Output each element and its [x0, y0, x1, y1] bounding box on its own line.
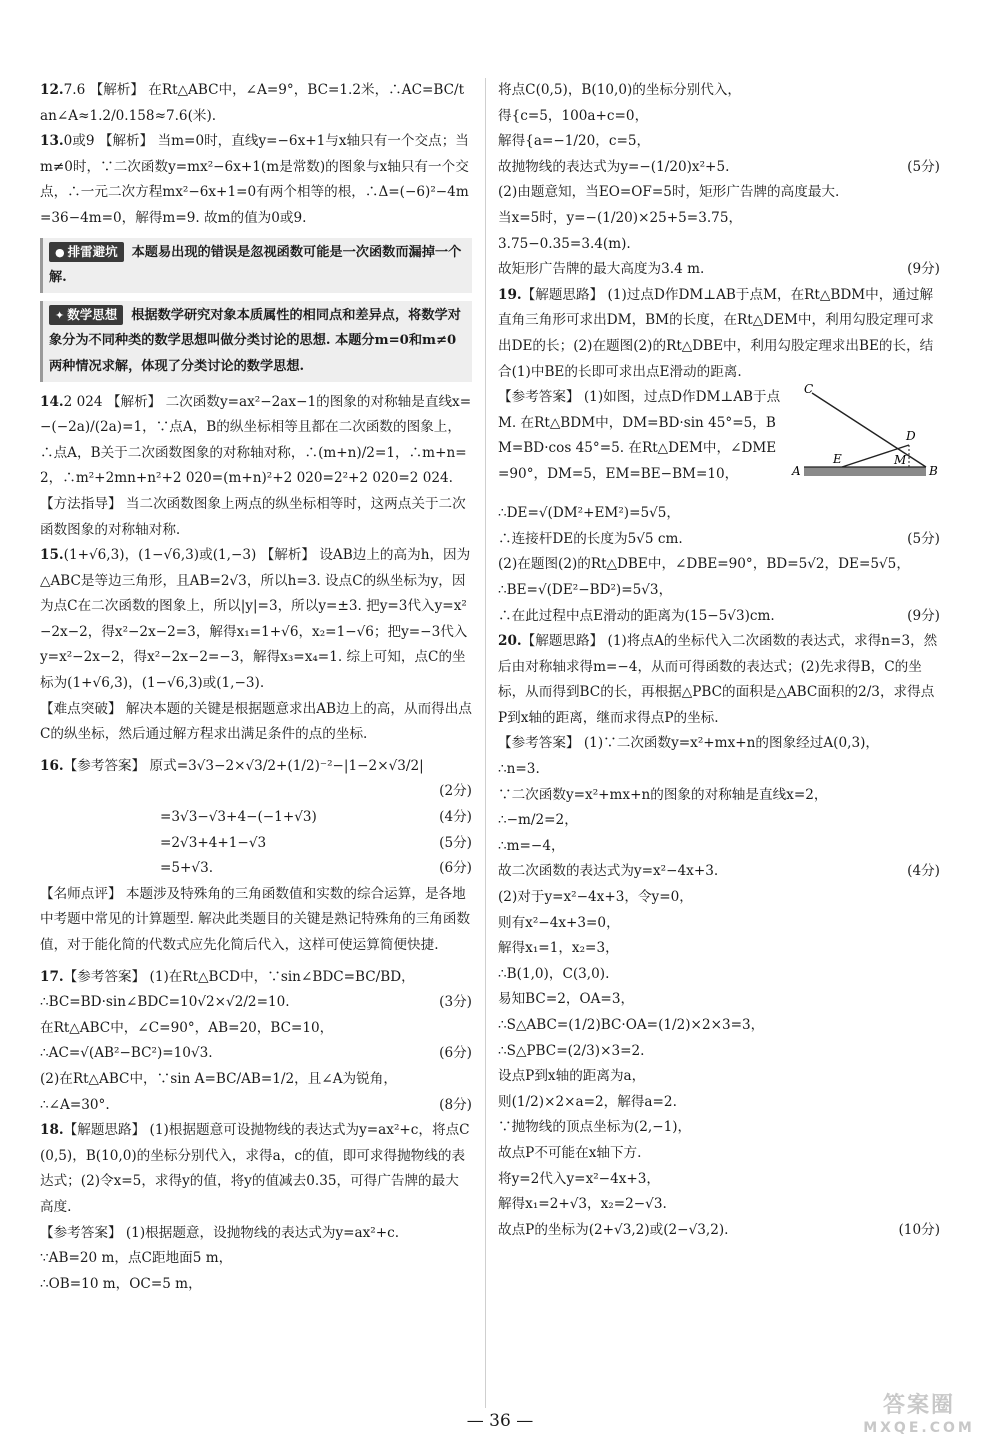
step-20j: ∴B(1,0)，C(3,0).	[498, 965, 610, 982]
step-17e: ∴∠A=30°. (8分)	[40, 1096, 472, 1113]
step-17a: ∴BC=BD·sin∠BDC=10√2×√2/2=10. (3分)	[40, 994, 472, 1011]
answer-20: 20.【解题思路】 (1)将点A的坐标代入二次函数的表达式，求得n=3，然后由对称轴求得m=−4，从而可得函数的表达式；(2)先求得B，C的坐标，从而得到BC的长，再根据△PBC的面积是△ABC面积的2/3，求得点P到x轴的距离，继而求得点P的坐标.	[498, 633, 938, 726]
label-c: C	[804, 383, 814, 397]
step-20t: 故点P的坐标为(2+√3,2)或(2−√3,2). (10分)	[498, 1221, 940, 1238]
page-number: — 36 —	[466, 1411, 534, 1431]
step-18k: 故矩形广告牌的最大高度为3.4 m. (9分)	[498, 261, 940, 278]
step-18g: 故抛物线的表达式为y=−(1/20)x²+5. (5分)	[498, 158, 940, 175]
step-20c: ∵二次函数y=x²+mx+n的图象的对称轴是直线x=2，	[498, 786, 828, 803]
step-20k: 易知BC=2，OA=3，	[498, 991, 635, 1008]
answer-19: 19.【解题思路】 (1)过点D作DM⊥AB于点M，在Rt△BDM中，通过解直角三角形可求出DM，BM的长度，在Rt△DEM中，利用勾股定理可求出DE的长；(2)在题图(2)的Rt△DBE中，利用勾股定理求出BE的长，结合(1)中BE的长即可求出点E滑动的距离.	[498, 286, 934, 380]
step-18h: (2)由题意知，当EO=OF=5时，矩形广告牌的高度最大.	[498, 184, 840, 201]
watermark-logo: 答案圈	[882, 1393, 955, 1418]
step-20a: 【参考答案】 (1)∵二次函数y=x²+mx+n的图象经过A(0,3)，	[498, 735, 879, 752]
step-19f: ∴在此过程中点E滑动的距离为(15−5√3)cm. (9分)	[498, 607, 940, 624]
step-20d: ∴−m/2=2，	[498, 812, 578, 829]
left-column	[40, 78, 472, 1297]
step-20n: 设点P到x轴的距离为a，	[498, 1068, 646, 1085]
step-20f: 故二次函数的表达式为y=x²−4x+3. (4分)	[498, 863, 940, 880]
step-18f: 解得{a=−1/20，c=5，	[498, 133, 651, 150]
column-divider	[485, 78, 486, 1408]
step-18c: ∴OB=10 m，OC=5 m，	[40, 1275, 202, 1292]
step-20l: ∴S△ABC=(1/2)BC·OA=(1/2)×2×3=3，	[498, 1017, 765, 1033]
step-18i: 当x=5时，y=−(1/20)×25+5=3.75，	[498, 209, 743, 226]
answer-15: 15.(1+√6,3)，(1−√6,3)或(1,−3) 【解析】 设AB边上的高为h，因为△ABC是等边三角形，且AB=2√3，所以h=3. 设点C的纵坐标为y，因为点C在二次函数的图象上，所以|y|=3，所以y=±3. 把y=3代入y=x²−2x−2，得x²−2x−2=3，解得x₁=1+√6，x₂=1−√6；把y=−3代入y=x²−2x−2，得x²−2x−2=−3，解得x₃=x₄=1. 综上可知，点C的坐标为(1+√6,3)，(1−√6,3)或(1,−3).	[40, 547, 471, 692]
step-20m: ∴S△PBC=(2/3)×3=2.	[498, 1042, 645, 1059]
label-e: E	[833, 452, 842, 467]
step-20e: ∴m=−4，	[498, 837, 565, 854]
difficulty-breakthrough: 【难点突破】 解决本题的关键是根据题意求出AB边上的高，从而得出点C的纵坐标，然后通过解方程求出满足条件的点的坐标.	[40, 700, 472, 743]
step-18e: 得{c=5，100a+c=0，	[498, 107, 649, 124]
step-18j: 3.75−0.35=3.4(m).	[498, 235, 631, 252]
step-16c: =5+√3. (6分)	[160, 860, 472, 877]
answer-16: 16.【参考答案】 原式=3√3−2×√3/2+(1/2)⁻²−|1−2×√3/2|	[40, 757, 424, 774]
answer-12: 12.7.6 【解析】 在Rt△ABC中，∠A=9°，BC=1.2米，∴AC=BC/tan∠A≈1.2/0.158≈7.6(米).	[40, 82, 465, 124]
geometry-figure	[790, 383, 940, 501]
step-18b: ∵AB=20 m，点C距地面5 m，	[40, 1250, 233, 1267]
bulb-icon: ●	[55, 245, 65, 259]
step-16b: =2√3+4+1−√3 (5分)	[160, 834, 472, 851]
site-watermark	[860, 1395, 978, 1445]
ground-bar	[804, 467, 926, 476]
step-17d: (2)在Rt△ABC中，∵sin A=BC/AB=1/2，且∠A为锐角，	[40, 1070, 397, 1087]
step-18d: 将点C(0,5)，B(10,0)的坐标分别代入，	[498, 82, 742, 98]
label-a: A	[792, 464, 801, 479]
step-16a: =3√3−√3+4−(−1+√3) (4分)	[160, 809, 472, 826]
label-b: B	[929, 464, 938, 479]
step-19d: (2)在题图(2)的Rt△DBE中，∠DBE=90°，BD=5√2，DE=5√5，	[498, 556, 910, 573]
step-20g: (2)对于y=x²−4x+3，令y=0，	[498, 889, 693, 906]
step-19e: ∴BE=√(DE²−BD²)=5√3，	[498, 581, 673, 598]
score-16a: (2分)	[439, 783, 472, 800]
step-17b: 在Rt△ABC中，∠C=90°，AB=20，BC=10，	[40, 1019, 334, 1036]
tip-box-pitfall: ● 排雷避坑 本题易出现的错误是忽视函数可能是一次函数而漏掉一个解.	[40, 238, 472, 293]
step-20i: 解得x₁=1，x₂=3，	[498, 940, 619, 957]
answer-17: 17.【参考答案】 (1)在Rt△BCD中，∵sin∠BDC=BC/BD，	[40, 968, 415, 985]
teacher-comment: 【名师点评】 本题涉及特殊角的三角函数值和实数的综合运算，是各地中考题中常见的计算题型. 解决此类题目的关键是熟记特殊角的三角函数值，对于能化简的代数式应先化简后代入，这样可使运算简便快捷.	[40, 885, 471, 953]
step-19c: ∴连接杆DE的长度为5√5 cm. (5分)	[498, 530, 940, 547]
step-18a: 【参考答案】 (1)根据题意，设抛物线的表达式为y=ax²+c.	[40, 1224, 400, 1241]
step-20q: 故点P不可能在x轴下方.	[498, 1144, 642, 1161]
step-20b: ∴n=3.	[498, 761, 540, 778]
label-d: D	[906, 429, 916, 444]
watermark-url: MXQE.COM	[863, 1420, 975, 1436]
step-20r: 将y=2代入y=x²−4x+3，	[498, 1170, 661, 1187]
label-m: M	[894, 453, 907, 468]
pitfall-badge: ● 排雷避坑	[49, 242, 124, 262]
step-19b: ∴DE=√(DM²+EM²)=5√5，	[498, 505, 681, 522]
step-20h: 则有x²−4x+3=0，	[498, 914, 620, 931]
method-guide: 【方法指导】 当二次函数图象上两点的纵坐标相等时，这两点关于二次函数图象的对称轴对称.	[40, 495, 466, 538]
answer-14: 14.2 024 【解析】 二次函数y=ax²−2ax−1的图象的对称轴是直线x=−(−2a)/(2a)=1，∵点A，B的纵坐标相等且都在二次函数的图象上，∴点A，B关于二次函数图象的对称轴对称，∴(m+n)/2=1，∴m+n=2，∴m²+2mn+n²+2 020=(m+n)²+2 020=2²+2 020=2 024.	[40, 393, 472, 487]
step-20o: 则(1/2)×2×a=2，解得a=2.	[498, 1093, 677, 1110]
math-thinking-badge: ✦ 数学思想	[49, 305, 123, 325]
tip-box-math-thinking: ✦ 数学思想 根据数学研究对象本质属性的相同点和差异点，将数学对象分为不同种类的数学思想叫做分类讨论的思想. 本题分m=0和m≠0两种情况求解，体现了分类讨论的数学思想.	[40, 301, 472, 382]
right-column	[498, 78, 940, 1243]
gear-icon: ✦	[55, 308, 65, 322]
answer-13: 13.0或9 【解析】 当m=0时，直线y=−6x+1与x轴只有一个交点；当m≠0时，∵二次函数y=mx²−6x+1(m是常数)的图象与x轴只有一个交点，∴一元二次方程mx²−6x+1=0有两个相等的根，∴Δ=(−6)²−4m=36−4m=0，解得m=9. 故m的值为0或9.	[40, 133, 469, 226]
step-20s: 解得x₁=2+√3，x₂=2−√3.	[498, 1196, 667, 1213]
step-20p: ∵抛物线的顶点坐标为(2,−1)，	[498, 1119, 692, 1136]
step-19a: A B C D E M 【参考答案】 (1)如图，过点D作DM⊥AB于点M. 在Rt△BDM中，DM=BD·sin 45°=5，BM=BD·cos 45°=5. 在Rt△DEM中，∠DME=90°，DM=5，EM=BE−BM=10，	[498, 385, 940, 487]
step-17c: ∴AC=√(AB²−BC²)=10√3. (6分)	[40, 1045, 472, 1062]
answer-18: 18.【解题思路】 (1)根据题意可设抛物线的表达式为y=ax²+c，将点C(0,5)，B(10,0)的坐标分别代入，求得a，c的值，即可求得抛物线的表达式；(2)令x=5，求得y的值，将y的值减去0.35，可得广告牌的最大高度.	[40, 1122, 470, 1215]
